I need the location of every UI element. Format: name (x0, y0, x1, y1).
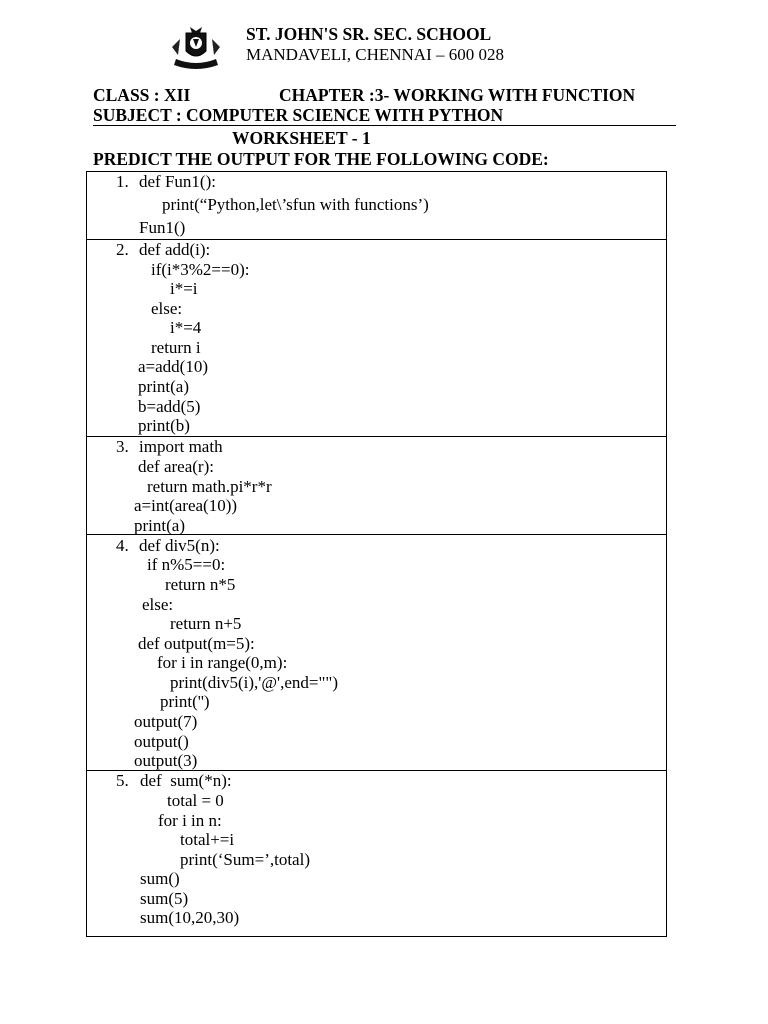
code-line: total+=i (180, 830, 235, 849)
question-number-5: 5. (116, 771, 129, 790)
code-line: def area(r): (138, 457, 214, 476)
code-line: print(a) (138, 377, 189, 396)
code-line: i*=i (170, 279, 198, 298)
code-line: a=int(area(10)) (134, 496, 238, 515)
code-line: else: (142, 595, 174, 614)
instruction-text: PREDICT THE OUTPUT FOR THE FOLLOWING CODE: (93, 149, 549, 169)
code-line: def Fun1(): (139, 172, 216, 191)
code-line: print(b) (138, 416, 190, 435)
subject-label: SUBJECT : COMPUTER SCIENCE WITH PYTHON (93, 105, 504, 125)
code-line: print(a) (134, 516, 185, 535)
code-line: sum(10,20,30) (140, 908, 240, 927)
code-line: sum() (140, 869, 180, 888)
code-line: else: (151, 299, 183, 318)
code-line: for i in n: (158, 811, 222, 830)
question-number-4: 4. (116, 536, 129, 555)
code-line: output(3) (134, 751, 198, 770)
code-line: output(7) (134, 712, 198, 731)
code-line: i*=4 (170, 318, 202, 337)
code-line: a=add(10) (138, 357, 209, 376)
question-number-2: 2. (116, 240, 129, 259)
code-line: return n*5 (165, 575, 236, 594)
code-line: def output(m=5): (138, 634, 255, 653)
code-line: print(‘Sum=’,total) (180, 850, 310, 869)
code-line: return math.pi*r*r (147, 477, 272, 496)
code-line: for i in range(0,m): (157, 653, 288, 672)
chapter-label: CHAPTER :3- WORKING WITH FUNCTION (279, 85, 636, 105)
school-address: MANDAVELI, CHENNAI – 600 028 (246, 45, 504, 64)
code-line: output() (134, 732, 189, 751)
code-line: if n%5==0: (147, 555, 226, 574)
code-line: Fun1() (139, 218, 186, 237)
question-number-3: 3. (116, 437, 129, 456)
header-divider (93, 125, 676, 126)
code-line: def add(i): (139, 240, 211, 259)
school-crest-icon (166, 25, 226, 71)
code-line: print('') (160, 692, 210, 711)
code-line: return n+5 (170, 614, 242, 633)
code-line: if(i*3%2==0): (151, 260, 250, 279)
code-line: import math (139, 437, 223, 456)
code-line: return i (151, 338, 201, 357)
code-line: def sum(*n): (140, 771, 232, 790)
worksheet-title: WORKSHEET - 1 (232, 128, 371, 148)
code-line: print(“Python,let\’sfun with functions’) (162, 195, 429, 214)
code-line: sum(5) (140, 889, 189, 908)
code-line: def div5(n): (139, 536, 220, 555)
code-line: b=add(5) (138, 397, 201, 416)
code-line: total = 0 (167, 791, 224, 810)
class-label: CLASS : XII (93, 85, 191, 105)
question-number-1: 1. (116, 172, 129, 191)
school-name: ST. JOHN'S SR. SEC. SCHOOL (246, 24, 492, 44)
code-line: print(div5(i),'@',end="") (170, 673, 338, 692)
